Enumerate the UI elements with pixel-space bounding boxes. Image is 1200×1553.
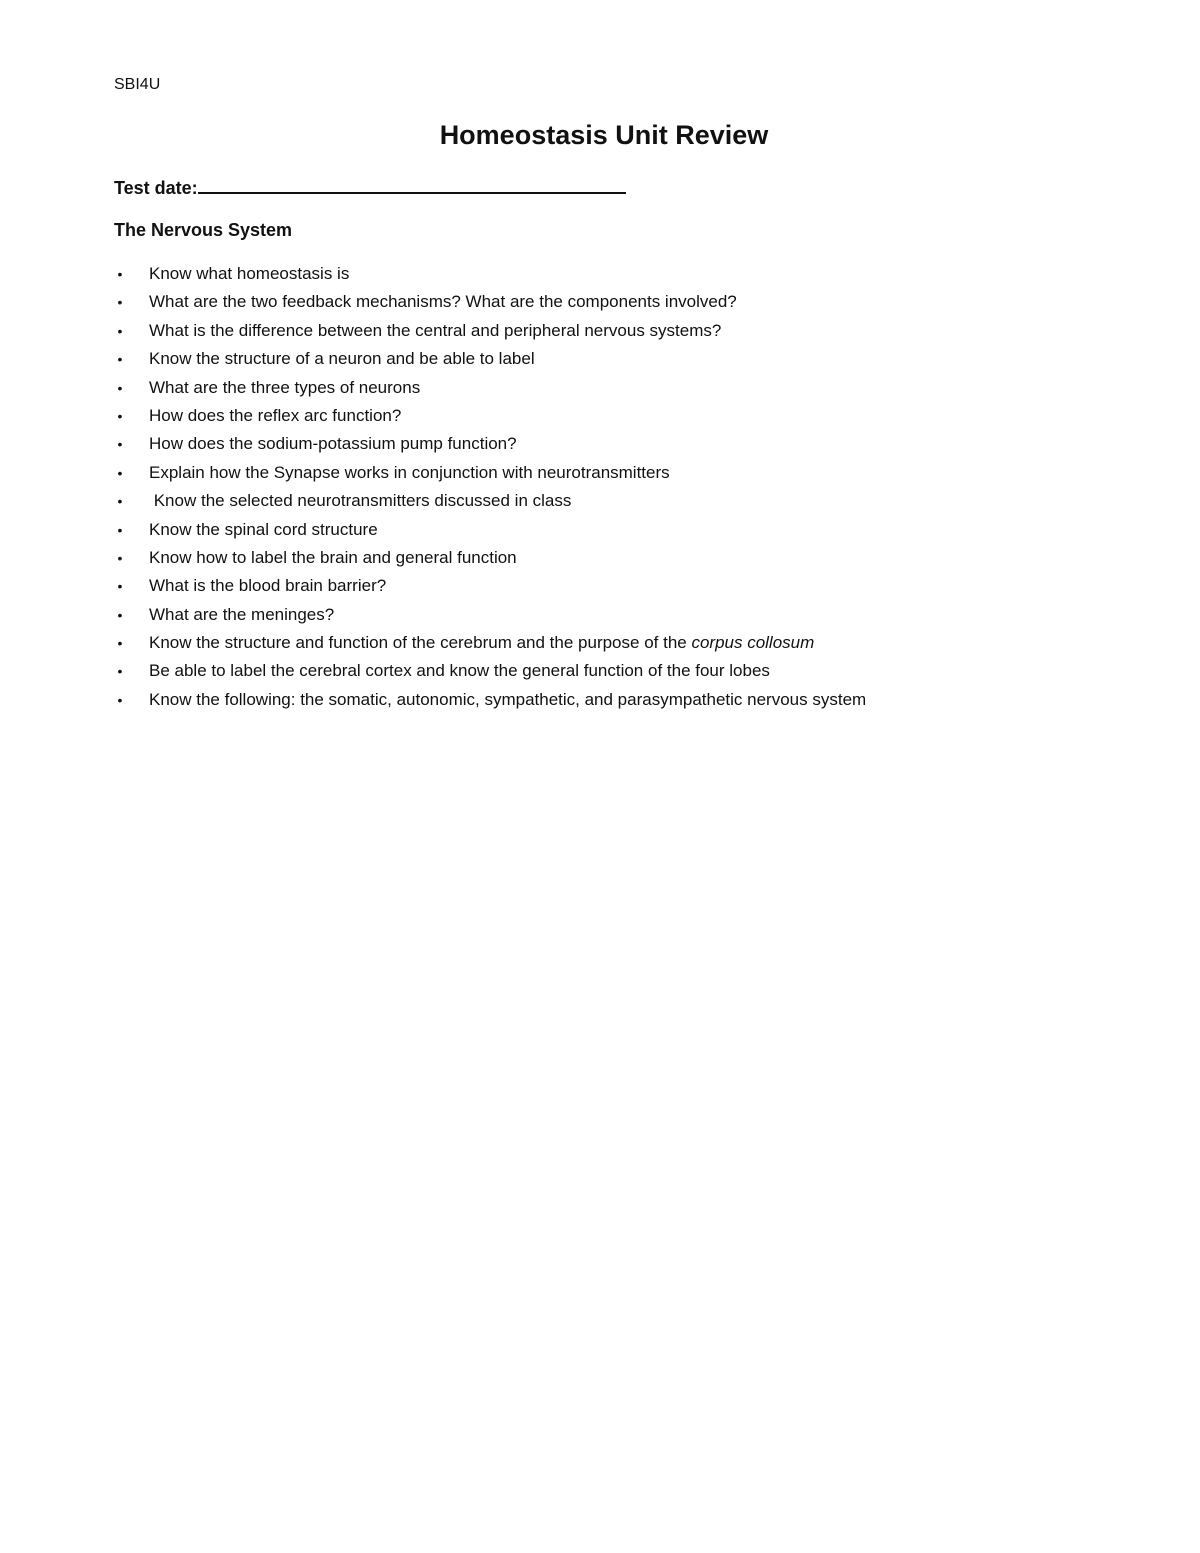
- bullet-icon: •: [117, 294, 123, 311]
- bullet-icon: •: [117, 379, 123, 396]
- list-item-text: What are the three types of neurons: [149, 377, 421, 397]
- course-code: SBI4U: [114, 76, 161, 93]
- list-item-text: Know the structure and function of the cerebrum and the purpose of the: [149, 633, 692, 653]
- bullet-icon: •: [117, 606, 123, 623]
- bullet-icon: •: [117, 322, 123, 339]
- list-item-text: How does the sodium-potassium pump function?: [149, 434, 517, 454]
- page-title: Homeostasis Unit Review: [439, 120, 769, 150]
- list-item-text: Know how to label the brain and general function: [149, 547, 517, 567]
- list-item-text: Know the structure of a neuron and be able to label: [149, 349, 535, 369]
- list-item-text: How does the reflex arc function?: [149, 405, 402, 425]
- bullet-icon: •: [117, 266, 123, 282]
- list-item-text-with-term: [149, 631, 814, 655]
- test-date-blank: [198, 174, 626, 194]
- list-item-text: What is the difference between the central and peripheral nervous systems?: [149, 320, 722, 340]
- bullet-icon: •: [117, 691, 123, 708]
- list-item-text: What are the meninges?: [149, 604, 335, 624]
- bullet-icon: •: [117, 578, 123, 595]
- list-item-text: Know the spinal cord structure: [149, 519, 378, 539]
- bullet-icon: •: [117, 635, 123, 652]
- list-item-text: Explain how the Synapse works in conjunction with neurotransmitters: [149, 462, 670, 482]
- bullet-icon: •: [117, 549, 123, 566]
- bullet-icon: •: [117, 351, 123, 368]
- list-item-text: Be able to label the cerebral cortex and know the general function of the four lobes: [149, 661, 770, 681]
- test-date-label: Test date:: [114, 178, 198, 198]
- bullet-icon: •: [117, 663, 123, 680]
- test-date-line: [114, 174, 626, 200]
- bullet-icon: •: [117, 521, 123, 538]
- bullet-icon: •: [117, 493, 123, 510]
- list-item-text: Know what homeostasis is: [149, 264, 350, 283]
- bullet-icon: •: [117, 436, 123, 453]
- list-item-text: What is the blood brain barrier?: [149, 576, 387, 596]
- bullet-icon: •: [117, 464, 123, 481]
- list-item-text: Know the selected neurotransmitters discussed in class: [149, 491, 572, 511]
- list-item-text: Know the following: the somatic, autonomic, sympathetic, and parasympathetic nervous system: [149, 689, 867, 709]
- italic-term: corpus collosum: [691, 633, 815, 653]
- section-heading: The Nervous System: [114, 220, 293, 240]
- list-item-text: What are the two feedback mechanisms? What are the components involved?: [149, 292, 737, 312]
- bullet-icon: •: [117, 407, 123, 424]
